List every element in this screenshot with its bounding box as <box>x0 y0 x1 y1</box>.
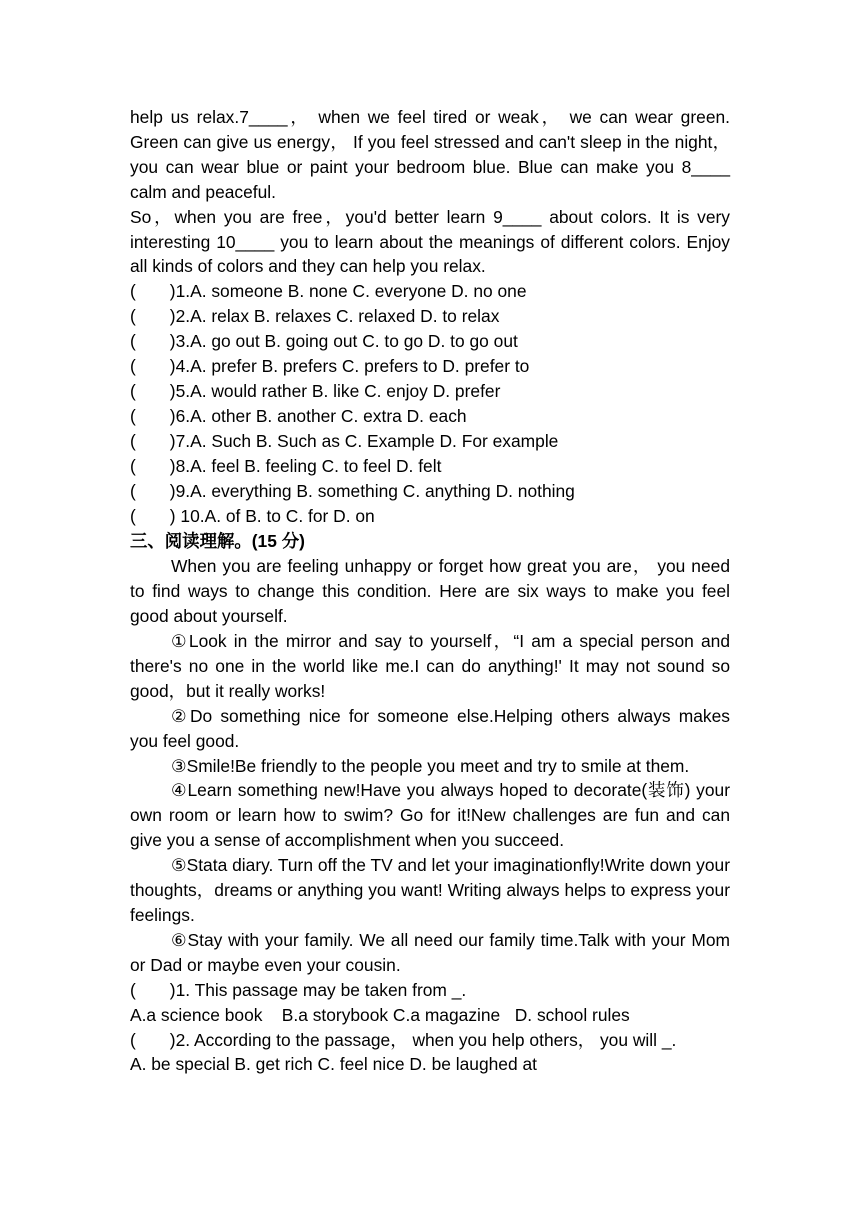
answer-bracket-close: ) <box>169 281 176 302</box>
question-text: 10.A. of B. to C. for D. on <box>175 505 375 526</box>
answer-bracket-close: ) <box>169 480 176 501</box>
cloze-question-list <box>130 279 730 528</box>
reading-intro: When you are feeling unhappy or forget how great you are， you need to find ways to change this condition. Here are six ways to make you feel good about yourself. <box>130 556 730 627</box>
cloze-question <box>130 429 730 454</box>
cloze-paragraph: So，when you are free，you'd better learn 9____ about colors. It is very interesting 10____ you to learn about the meanings of different colors. Enjoy all kinds of colors and they can help you relax. <box>130 206 730 277</box>
question-text: 1.A. someone B. none C. everyone D. no one <box>175 281 527 302</box>
question-text: 3.A. go out B. going out C. to go D. to go out <box>175 331 518 352</box>
answer-bracket-close: ) <box>169 430 176 451</box>
worksheet-page <box>130 105 730 1077</box>
answer-bracket-open: ( <box>130 455 136 476</box>
question-text: 2.A. relax B. relaxes C. relaxed D. to relax <box>175 306 500 327</box>
answer-bracket-open: ( <box>130 1029 136 1050</box>
reading-tip: ⑤Stata diary. Turn off the TV and let your imaginationfly!Write down your thoughts，dreams or anything you want! Writing always helps to express your feelings. <box>130 855 730 925</box>
answer-bracket-close: ) <box>169 405 176 426</box>
cloze-question <box>130 479 730 504</box>
answer-bracket-open: ( <box>130 380 136 401</box>
answer-bracket-close: ) <box>169 380 176 401</box>
answer-bracket-open: ( <box>130 430 136 451</box>
answer-bracket-close: ) <box>169 331 176 352</box>
answer-bracket-open: ( <box>130 480 136 501</box>
reading-tip: ②Do something nice for someone else.Helping others always makes you feel good. <box>130 705 730 751</box>
answer-bracket-close: ) <box>169 505 176 526</box>
question-text: 7.A. Such B. Such as C. Example D. For example <box>175 430 559 451</box>
question-text: 2. According to the passage， when you help others， you will _. <box>175 1029 677 1050</box>
question-text: 4.A. prefer B. prefers C. prefers to D. prefer to <box>175 356 530 377</box>
cloze-question <box>130 304 730 329</box>
question-text: 5.A. would rather B. like C. enjoy D. prefer <box>175 380 501 401</box>
reading-tip: ③Smile!Be friendly to the people you meet and try to smile at them. <box>171 755 690 776</box>
cloze-question <box>130 404 730 429</box>
question-options: A. be special B. get rich C. feel nice D. be laughed at <box>130 1054 537 1075</box>
question-text: 9.A. everything B. something C. anything D. nothing <box>175 480 575 501</box>
answer-bracket-open: ( <box>130 979 136 1000</box>
answer-bracket-close: ) <box>169 455 176 476</box>
reading-tip: ④Learn something new!Have you always hoped to decorate(装饰) your own room or learn how to swim? Go for it!New challenges are fun and can give you a sense of accomplishment when you succeed. <box>130 780 730 851</box>
answer-bracket-open: ( <box>130 331 136 352</box>
cloze-question <box>130 354 730 379</box>
cloze-question <box>130 329 730 354</box>
answer-bracket-close: ) <box>169 1029 176 1050</box>
question-text: 1. This passage may be taken from _. <box>175 979 467 1000</box>
answer-bracket-close: ) <box>169 356 176 377</box>
reading-question <box>130 1028 730 1053</box>
cloze-question <box>130 379 730 404</box>
cloze-question <box>130 279 730 304</box>
answer-bracket-open: ( <box>130 306 136 327</box>
answer-bracket-close: ) <box>169 306 176 327</box>
reading-question <box>130 978 730 1003</box>
cloze-question <box>130 504 730 529</box>
answer-bracket-open: ( <box>130 281 136 302</box>
answer-bracket-open: ( <box>130 505 136 526</box>
cloze-question <box>130 454 730 479</box>
reading-tip: ①Look in the mirror and say to yourself，“I am a special person and there's no one in the world like me.I can do anything!' It may not sound so good，but it really works! <box>130 631 730 701</box>
question-text: 6.A. other B. another C. extra D. each <box>175 405 467 426</box>
answer-bracket-open: ( <box>130 356 136 377</box>
answer-bracket-close: ) <box>169 979 176 1000</box>
section-heading: 三、阅读理解。(15 分) <box>130 531 305 552</box>
cloze-paragraph: help us relax.7____， when we feel tired or weak， we can wear green. Green can give us energy， If you feel stressed and can't sleep in the night，you can wear blue or paint your bedroom blue. Blue can make you 8____ calm and peaceful. <box>130 107 730 202</box>
answer-bracket-open: ( <box>130 405 136 426</box>
question-text: 8.A. feel B. feeling C. to feel D. felt <box>175 455 442 476</box>
question-options: A.a science book B.a storybook C.a magazine D. school rules <box>130 1004 630 1025</box>
reading-tip: ⑥Stay with your family. We all need our family time.Talk with your Mom or Dad or maybe even your cousin. <box>130 929 730 975</box>
